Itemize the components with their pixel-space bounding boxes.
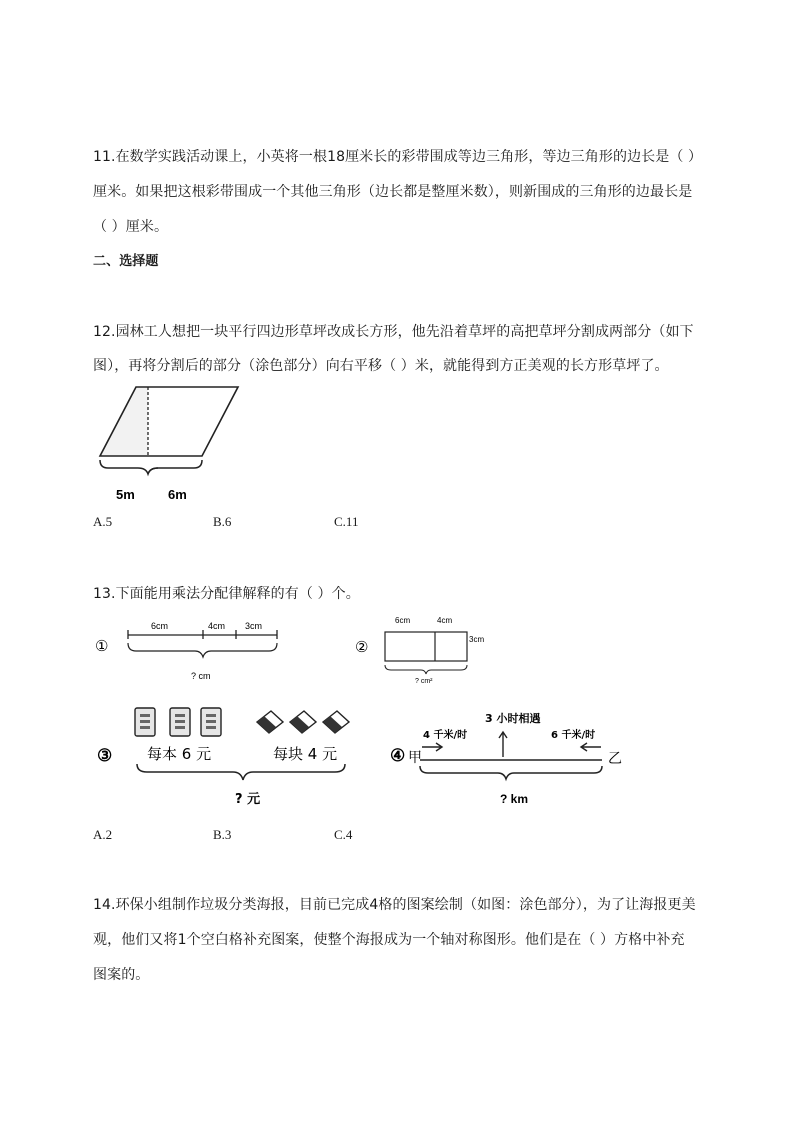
q11-line-3: （ ）厘米。 — [93, 219, 169, 235]
fig4-meet-arrow — [499, 732, 507, 757]
fig1-brace — [128, 643, 277, 657]
fig1-segment-diagram — [95, 615, 295, 690]
fig3-number: ③ — [97, 746, 113, 765]
fig2-height-label: 3cm — [469, 635, 485, 644]
q13-option-c[interactable]: C.4 — [334, 827, 353, 842]
fig2-width1-label: 6cm — [395, 616, 411, 625]
fig3-eraser-price: 每块 4 元 — [273, 745, 338, 763]
fig4-right-speed: 6 千米/时 — [551, 730, 596, 741]
notebook-icon — [201, 708, 221, 736]
q12-option-b[interactable]: B.6 — [213, 514, 232, 529]
eraser-icon — [257, 711, 283, 733]
fig4-number: ④ — [390, 746, 406, 765]
q13-option-b[interactable]: B.3 — [213, 827, 232, 842]
q11-line-2: 厘米。如果把这根彩带围成一个其他三角形（边长都是整厘米数），则新围成的三角形的边最长是 — [93, 184, 693, 200]
fig4-right-arrow — [581, 743, 601, 751]
q12-line-2: 图），再将分割后的部分（涂色部分）向右平移（ ）米，就能得到方正美观的长方形草坪了。 — [93, 358, 669, 374]
fig4-brace — [420, 766, 602, 779]
fig3-total-label: ? 元 — [235, 792, 261, 807]
notebook-icon — [170, 708, 190, 736]
label-5m: 5m — [116, 487, 135, 502]
fig1-seg3-label: 3cm — [245, 621, 263, 631]
q14-line-3: 图案的。 — [93, 967, 150, 983]
fig1-seg1-label: 6cm — [151, 621, 169, 631]
label-6m: 6m — [168, 487, 187, 502]
q13-line-1: 13.下面能用乘法分配律解释的有（ ）个。 — [93, 586, 360, 602]
fig1-seg2-label: 4cm — [208, 621, 226, 631]
fig2-width2-label: 4cm — [437, 616, 453, 625]
fig4-total-label: ? km — [500, 792, 529, 806]
parallelogram-figure — [90, 380, 260, 505]
fig4-travel-diagram — [390, 702, 640, 812]
q12-option-a[interactable]: A.5 — [93, 514, 113, 529]
section-heading: 二、选择题 — [93, 254, 159, 269]
q12-line-1: 12.园林工人想把一块平行四边形草坪改成长方形，他先沿着草坪的高把草坪分割成两部分（如下 — [93, 324, 694, 340]
fig2-number: ② — [355, 639, 369, 656]
fig4-meet-label: 3 小时相遇 — [485, 712, 541, 725]
notebook-icon — [135, 708, 155, 736]
q13-option-a[interactable]: A.2 — [93, 827, 113, 842]
fig2-total-label: ? cm² — [415, 678, 433, 685]
q14-line-2: 观，他们又将1个空白格补充图案，使整个海报成为一个轴对称图形。他们是在（ ）方格中补充 — [93, 932, 685, 948]
eraser-icon — [323, 711, 349, 733]
fig1-total-label: ? cm — [191, 671, 211, 681]
parallelogram-shaded-part — [100, 387, 148, 456]
fig4-end-label: 乙 — [608, 751, 622, 767]
eraser-icon — [290, 711, 316, 733]
fig3-brace — [137, 764, 345, 780]
q11-line-1: 11.在数学实践活动课上，小英将一根18厘米长的彩带围成等边三角形，等边三角形的边长是（ ） — [93, 149, 703, 165]
fig4-start-label: 甲 — [408, 750, 422, 766]
fig2-rectangle — [385, 632, 467, 661]
fig4-left-speed: 4 千米/时 — [423, 730, 468, 741]
q12-option-c[interactable]: C.11 — [334, 514, 359, 529]
q14-line-1: 14.环保小组制作垃圾分类海报，目前已完成4格的图案绘制（如图：涂色部分），为了让海报更美 — [93, 897, 696, 913]
fig3-shopping-diagram — [95, 702, 360, 812]
fig2-brace — [385, 665, 467, 674]
brace-right — [148, 460, 202, 474]
fig4-left-arrow — [422, 743, 442, 751]
fig1-number: ① — [95, 638, 109, 655]
fig2-rectangle-diagram — [355, 612, 505, 687]
fig3-notebook-price: 每本 6 元 — [147, 745, 212, 763]
